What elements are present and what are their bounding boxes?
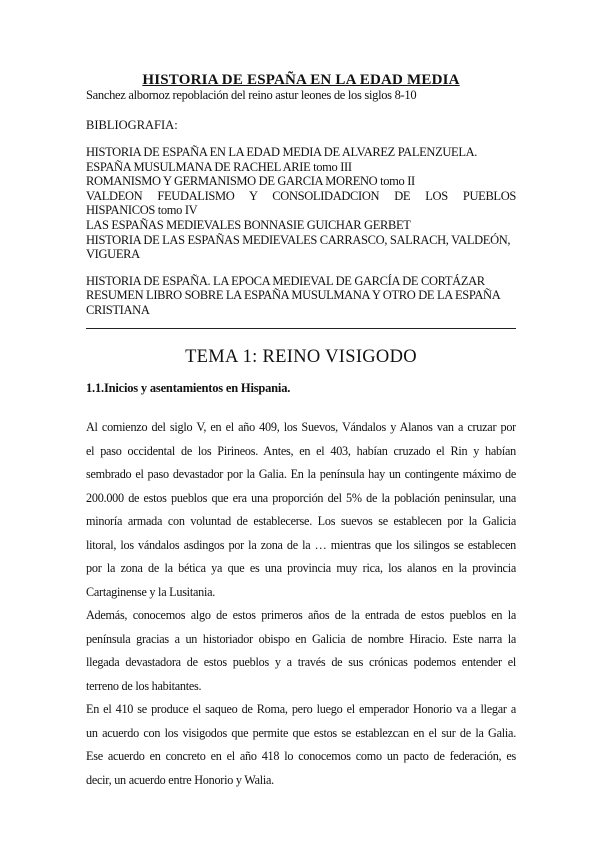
body-text [86, 416, 516, 792]
document-subtitle: Sanchez albornoz repoblación del reino astur leones de los siglos 8-10 [86, 88, 417, 102]
document-title: HISTORIA DE ESPAÑA EN LA EDAD MEDIA [142, 72, 460, 88]
bibliography-entry: ESPAÑA MUSULMANA DE RACHEL ARIE tomo III [86, 159, 352, 174]
section-title: TEMA 1: REINO VISIGODO [185, 347, 417, 367]
body-line: Cartaginense y la Lusitania. [86, 584, 216, 599]
body-line: Además, conocemos algo de estos primeros años de la entrada de estos pueblos en la [86, 608, 516, 622]
bibliography-entry: HISTORIA DE LAS ESPAÑAS MEDIEVALES CARRASCO, SALRACH, VALDEÓN, [86, 232, 511, 247]
bibliography-list [86, 145, 516, 318]
body-line: Al comienzo del siglo V, en el año 409, los Suevos, Vándalos y Alanos van a cruzar por [86, 420, 516, 434]
bibliography-entry: ROMANISMO Y GERMANISMO DE GARCIA MORENO tomo II [86, 174, 415, 189]
horizontal-divider [86, 328, 516, 329]
body-line: el paso occidental de los Pirineos. Antes, en el 403, habían cruzado el Rin y habían [86, 443, 516, 458]
body-line: sembrado el paso devastador por la Galia. En la península hay un contingente máximo de [86, 467, 516, 481]
sub-heading: 1.1.Inicios y asentamientos en Hispania. [86, 381, 291, 395]
bibliography-entry: LAS ESPAÑAS MEDIEVALES BONNASIE GUICHAR GERBET [86, 217, 411, 232]
bibliography-entry: RESUMEN LIBRO SOBRE LA ESPAÑA MUSULMANA Y OTRO DE LA ESPAÑA [86, 288, 501, 303]
bibliography-entry: VALDEON FEUDALISMO Y CONSOLIDADCION DE LOS PUEBLOS [86, 188, 516, 203]
body-line: minoría armada con voluntad de establecerse. Los suevos se establecen por la Galicia [86, 514, 516, 528]
body-line: terreno de los habitantes. [86, 678, 202, 693]
body-line: 200.000 de estos pueblos que era una proporción del 5% de la población peninsular, una [86, 490, 516, 505]
body-line: llegada devastadora de estos pueblos y a través de sus crónicas podemos entender el [86, 655, 516, 669]
body-line: península gracias a un historiador obispo en Galicia de nombre Hiracio. Este narra la [86, 631, 516, 646]
bibliography-entry: HISTORIA DE ESPAÑA EN LA EDAD MEDIA DE ALVAREZ PALENZUELA. [86, 145, 478, 159]
body-line: decir, un acuerdo entre Honorio y Walia. [86, 772, 274, 787]
body-line: En el 410 se produce el saqueo de Roma, pero luego el emperador Honorio va a llegar a [86, 702, 516, 716]
bibliography-entry: HISPANICOS tomo IV [86, 203, 198, 218]
body-line: litoral, los vándalos asdingos por la zona de la … mientras que los silingos se establecen [86, 537, 516, 552]
body-line: un acuerdo con los visigodos que permite que estos se establezcan en el sur de la Galia. [86, 725, 516, 740]
bibliography-entry: CRISTIANA [86, 302, 150, 317]
bibliography-entry: VIGUERA [86, 247, 140, 262]
body-line: Ese acuerdo en concreto en el año 418 lo conocemos como un pacto de federación, es [86, 749, 516, 763]
bibliography-spacer [86, 262, 516, 274]
bibliography-label: BIBLIOGRAFIA: [86, 118, 178, 132]
bibliography-entry: HISTORIA DE ESPAÑA. LA EPOCA MEDIEVAL DE GARCÍA DE CORTÁZAR [86, 273, 485, 288]
body-line: por la zona de la bética ya que es una provincia muy rica, los alanos en la provincia [86, 561, 516, 575]
